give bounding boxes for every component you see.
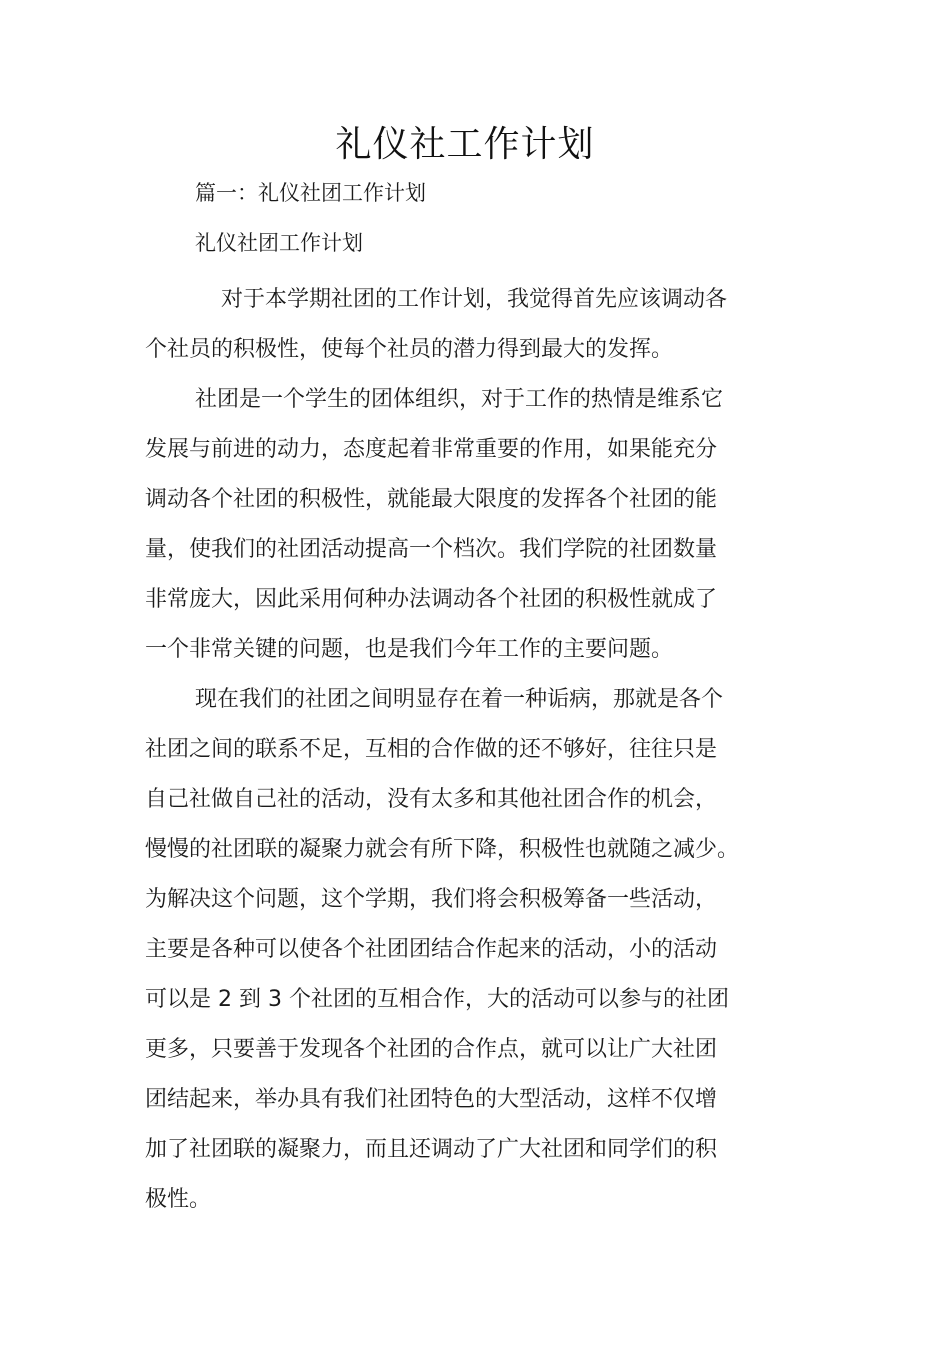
paragraph-line: 更多，只要善于发现各个社团的合作点，就可以让广大社团 (145, 1037, 718, 1062)
paragraph-line: 量，使我们的社团活动提高一个档次。我们学院的社团数量 (145, 537, 718, 562)
paragraph-line: 非常庞大，因此采用何种办法调动各个社团的积极性就成了 (145, 587, 718, 612)
paragraph-line: 一个非常关键的问题，也是我们今年工作的主要问题。 (145, 637, 674, 662)
paragraph-line: 现在我们的社团之间明显存在着一种诟病，那就是各个 (195, 687, 724, 712)
paragraph-line: 调动各个社团的积极性，就能最大限度的发挥各个社团的能 (145, 487, 718, 512)
paragraph-line: 对于本学期社团的工作计划，我觉得首先应该调动各 (221, 287, 728, 312)
paragraph-line: 慢慢的社团联的凝聚力就会有所下降，积极性也就随之减少。 (145, 837, 740, 862)
section-heading: 篇一：礼仪社团工作计划 (195, 181, 426, 205)
paragraph-line: 团结起来，举办具有我们社团特色的大型活动，这样不仅增 (145, 1087, 718, 1112)
paragraph-line: 极性。 (145, 1187, 212, 1212)
paragraph-line: 自己社做自己社的活动，没有太多和其他社团合作的机会， (145, 787, 718, 812)
paragraph-line: 发展与前进的动力，态度起着非常重要的作用，如果能充分 (145, 437, 718, 462)
paragraph-line: 主要是各种可以使各个社团团结合作起来的活动，小的活动 (145, 937, 718, 962)
document-title: 礼仪社工作计划 (335, 124, 595, 165)
body-text (145, 275, 785, 1225)
section-subheading: 礼仪社团工作计划 (195, 231, 363, 255)
paragraph-line: 社团是一个学生的团体组织，对于工作的热情是维系它 (195, 387, 724, 412)
paragraph-line: 个社员的积极性，使每个社员的潜力得到最大的发挥。 (145, 337, 674, 362)
paragraph-line: 社团之间的联系不足，互相的合作做的还不够好，往往只是 (145, 737, 718, 762)
paragraph-line: 加了社团联的凝聚力，而且还调动了广大社团和同学们的积 (145, 1137, 718, 1162)
paragraph-line: 可以是 2 到 3 个社团的互相合作，大的活动可以参与的社团 (145, 987, 729, 1012)
paragraph-line: 为解决这个问题，这个学期，我们将会积极筹备一些活动， (145, 887, 718, 912)
